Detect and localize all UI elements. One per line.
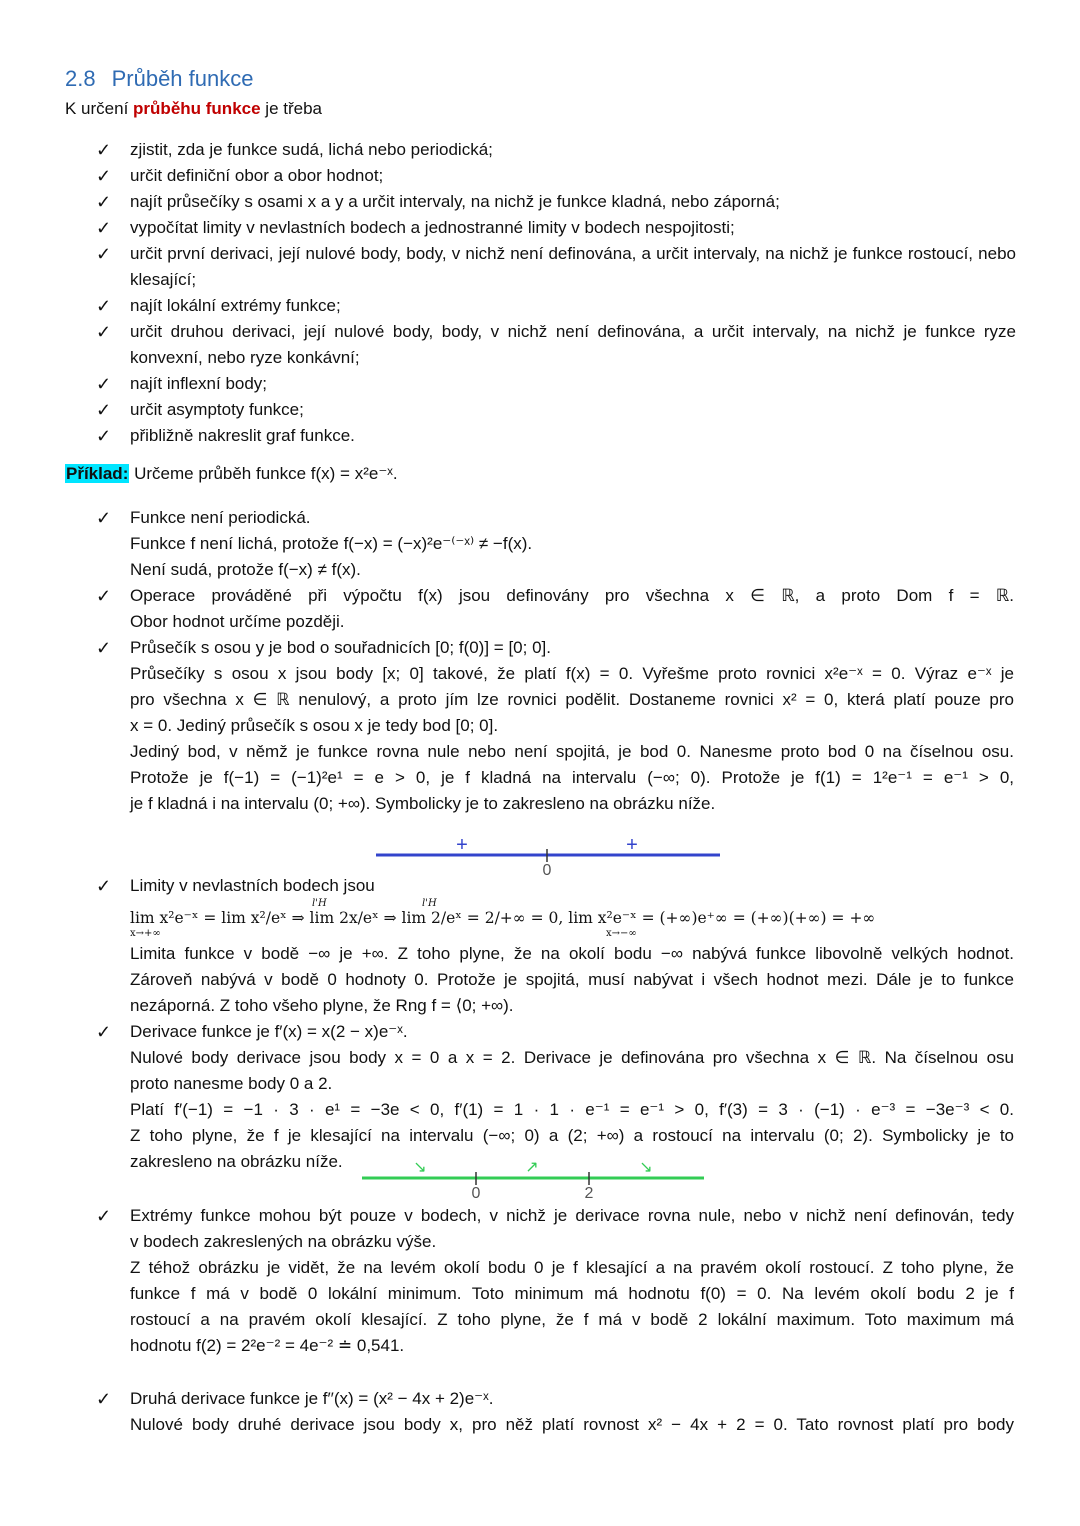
list-item-text: určit první derivaci, její nulové body, body, v nichž není definována, a určit intervaly, na nichž je funkce rostoucí, nebo klesající; xyxy=(130,244,1016,289)
check-icon: ✓ xyxy=(96,1206,112,1226)
step-line: Limity v nevlastních bodech jsou xyxy=(130,876,375,895)
check-icon: ✓ xyxy=(96,322,112,342)
check-icon: ✓ xyxy=(96,426,112,446)
check-icon: ✓ xyxy=(96,296,112,316)
tick-label-zero: 0 xyxy=(471,1185,481,1202)
list-item xyxy=(96,319,1016,371)
list-item xyxy=(96,189,1016,215)
arrow-down-icon: ↘ xyxy=(639,1159,653,1176)
tick-label-two: 2 xyxy=(584,1185,594,1202)
plus-sign-right: + xyxy=(626,834,638,856)
limit-formula: lim x²e⁻ˣ = lim x²/eˣ ⇒ lim 2x/eˣ ⇒ lim 2/eˣ = 2/+∞ = 0, lim x²e⁻ˣ = (+∞)e⁺∞ = (+∞)(+∞) = +∞ xyxy=(130,909,876,927)
step-line: funkce f má v bodě 0 lokální minimum. Toto minimum má hodnotu f(0) = 0. Na levém okolí bodu 2 je f xyxy=(130,1284,1014,1303)
step-line: hodnotu f(2) = 2²e⁻² = 4e⁻² ≐ 0,541. xyxy=(130,1336,405,1355)
section-number: 2.8 xyxy=(65,66,96,91)
check-icon: ✓ xyxy=(96,400,112,420)
list-item xyxy=(96,163,1016,189)
list-item-text: přibližně nakreslit graf funkce. xyxy=(130,426,355,445)
step-line: Není sudá, protože f(−x) ≠ f(x). xyxy=(130,560,361,579)
limit-subscript: x→+∞ xyxy=(130,928,161,939)
step-line: Funkce f není lichá, protože f(−x) = (−x)²e⁻⁽⁻ˣ⁾ ≠ −f(x). xyxy=(130,534,533,553)
list-item-text: vypočítat limity v nevlastních bodech a jednostranné limity v bodech nespojitosti; xyxy=(130,218,735,237)
list-item xyxy=(96,293,1016,319)
plus-sign-left: + xyxy=(456,834,468,856)
check-icon: ✓ xyxy=(96,374,112,394)
list-item-text: určit druhou derivaci, její nulové body, body, v nichž není definována, a určit intervaly, na nichž je funkce ryze konvexní, nebo ryze konkávní; xyxy=(130,322,1016,367)
list-item xyxy=(96,215,1016,241)
check-icon: ✓ xyxy=(96,140,112,160)
list-item-text: najít průsečíky s osami x a y a určit intervaly, na nichž je funkce kladná, nebo záporná; xyxy=(130,192,780,211)
tick-label-zero: 0 xyxy=(542,862,552,878)
step-line: x = 0. Jediný průsečík s osou x je tedy bod [0; 0]. xyxy=(130,716,499,735)
step-line: Obor hodnot určíme později. xyxy=(130,612,345,631)
lhopital-mark: l'H xyxy=(312,898,327,909)
list-item-text: určit asymptoty funkce; xyxy=(130,400,304,419)
check-icon: ✓ xyxy=(96,638,112,658)
step-line: Z téhož obrázku je vidět, že na levém okolí bodu 0 je f klesající a na pravém okolí rostoucí. Z toho plyne, že xyxy=(130,1258,1014,1277)
step-line: Druhá derivace funkce je f′′(x) = (x² − 4x + 2)e⁻ˣ. xyxy=(130,1389,494,1408)
checklist xyxy=(96,137,1016,449)
step-line: Limita funkce v bodě −∞ je +∞. Z toho plyne, že na okolí bodu −∞ nabývá funkce libovolně velkých hodnot. xyxy=(130,944,1014,963)
example-text: Určeme průběh funkce f(x) = x²e⁻ˣ. xyxy=(134,464,398,483)
step-line: zakresleno na obrázku níže. xyxy=(130,1152,343,1171)
check-icon: ✓ xyxy=(96,192,112,212)
list-item xyxy=(96,423,1016,449)
check-icon: ✓ xyxy=(96,218,112,238)
step-line: je f kladná i na intervalu (0; +∞). Symbolicky je to zakresleno na obrázku níže. xyxy=(130,794,716,813)
list-item-text: najít inflexní body; xyxy=(130,374,268,393)
list-item-text: určit definiční obor a obor hodnot; xyxy=(130,166,384,185)
step-line: Operace prováděné při výpočtu f(x) jsou definovány pro všechna x ∈ ℝ, a proto Dom f = ℝ. xyxy=(130,586,1014,605)
step-line: proto nanesme body 0 a 2. xyxy=(130,1074,333,1093)
check-icon: ✓ xyxy=(96,166,112,186)
step-line: Protože je f(−1) = (−1)²e¹ = e > 0, je f kladná na intervalu (−∞; 0). Protože je f(1) = 1²e⁻¹ = e⁻¹ > 0, xyxy=(130,768,1014,787)
check-icon: ✓ xyxy=(96,1389,112,1409)
step-line: Nulové body derivace jsou body x = 0 a x = 2. Derivace je definována pro všechna x ∈ ℝ. Na číselnou osu xyxy=(130,1048,1014,1067)
lhopital-mark: l'H xyxy=(422,898,437,909)
check-icon: ✓ xyxy=(96,1022,112,1042)
check-icon: ✓ xyxy=(96,586,112,606)
example-line xyxy=(65,464,398,484)
check-icon: ✓ xyxy=(96,508,112,528)
section-heading xyxy=(65,66,253,92)
section-title: Průběh funkce xyxy=(111,66,254,91)
list-item-text: najít lokální extrémy funkce; xyxy=(130,296,341,315)
list-item xyxy=(96,397,1016,423)
intro-highlight: průběhu funkce xyxy=(133,99,261,118)
step-line: Extrémy funkce mohou být pouze v bodech, v nichž je derivace rovna nule, nebo v nichž není definován, tedy xyxy=(130,1206,1014,1225)
step-line: rostoucí a na pravém okolí klesající. Z toho plyne, že f má v bodě 2 lokální maximum. Toto maximum má xyxy=(130,1310,1014,1329)
list-item xyxy=(96,371,1016,397)
step-line: Zároveň nabývá v bodě 0 hodnoty 0. Protože je spojitá, musí nabývat i všech hodnot mezi. Dále je to funkce xyxy=(130,970,1014,989)
step-line: pro všechna x ∈ ℝ nenulový, a proto jím lze rovnici podělit. Dostaneme rovnici x² = 0, která platí pouze pro xyxy=(130,690,1014,709)
list-item xyxy=(96,137,1016,163)
step-line: Jediný bod, v němž je funkce rovna nule nebo není spojitá, je bod 0. Nanesme proto bod 0 na číselnou osu. xyxy=(130,742,1014,761)
step-line: Platí f′(−1) = −1 · 3 · e¹ = −3e < 0, f′(1) = 1 · 1 · e⁻¹ = e⁻¹ > 0, f′(3) = 3 · (−1) · e⁻³ = −3e⁻³ < 0. xyxy=(130,1100,1014,1119)
step-line: Průsečíky s osou x jsou body [x; 0] takové, že platí f(x) = 0. Vyřešme proto rovnici x²e⁻ˣ = 0. Výraz e⁻ˣ je xyxy=(130,664,1014,683)
intro-text: K určení xyxy=(65,99,134,118)
limit-subscript: x→−∞ xyxy=(606,928,637,939)
example-label: Příklad: xyxy=(66,464,129,483)
step-line: Z toho plyne, že f je klesající na intervalu (−∞; 0) a (2; +∞) a rostoucí na intervalu (0; 2). Symbolicky je to xyxy=(130,1126,1014,1145)
check-icon: ✓ xyxy=(96,876,112,896)
sign-axis-diagram xyxy=(370,832,730,878)
list-item xyxy=(96,241,1016,293)
step-line: Nulové body druhé derivace jsou body x, pro něž platí rovnost x² − 4x + 2 = 0. Tato rovnost platí pro body xyxy=(130,1415,1014,1434)
list-item-text: zjistit, zda je funkce sudá, lichá nebo periodická; xyxy=(130,140,493,159)
step-line: Derivace funkce je f′(x) = x(2 − x)e⁻ˣ. xyxy=(130,1022,408,1041)
step-line: Funkce není periodická. xyxy=(130,508,311,527)
intro-line xyxy=(65,99,322,119)
step-line: Průsečík s osou y je bod o souřadnicích [0; f(0)] = [0; 0]. xyxy=(130,638,551,657)
arrow-down-icon: ↘ xyxy=(413,1159,427,1176)
arrow-up-icon: ↗ xyxy=(525,1159,539,1176)
step-line: v bodech zakreslených na obrázku výše. xyxy=(130,1232,437,1251)
intro-text-end: je třeba xyxy=(260,99,322,118)
step-line: nezáporná. Z toho všeho plyne, že Rng f = ⟨0; +∞). xyxy=(130,996,514,1015)
check-icon: ✓ xyxy=(96,244,112,264)
monotonicity-axis-diagram xyxy=(356,1152,712,1202)
